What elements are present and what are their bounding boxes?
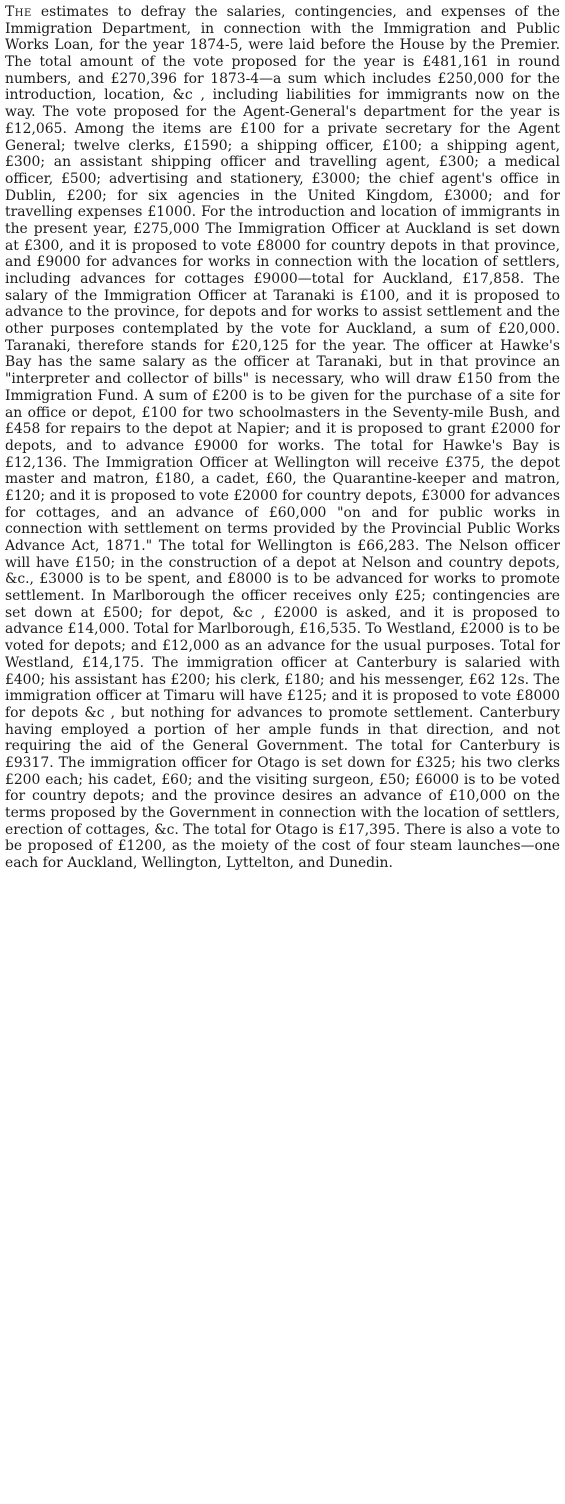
article-body: estimates to defray the salaries, contingencies, and expenses of the Immigration Department, in connection with the Immigration and Public Works Loan, for the year 1874-5, were laid before the House by the Premier. The total amount of the vote proposed for the year is £481,161 in round numbers, and £270,396 for 1873-4—a sum which includes £250,000 for the introduction, location, &c , including liabilities for immigrants now on the way. The vote proposed for the Agent-General's department for the year is £12,065. Among the items are £100 for a private secretary for the Agent General; twelve clerks, £1590; a shipping officer, £100; a shipping agent, £300; an assistant shipping officer and travelling agent, £300; a medical officer, £500; advertising and stationery, £3000; the chief agent's office in Dublin, £200; for six agencies in the United Kingdom, £3000; and for travelling expenses £1000. For the introduction and location of immigrants in the present year, £275,000 The Immigration Officer at Auckland is set down at £300, and it is proposed to vote £8000 for country depots in that province, and £9000 for advances for works in connection with the location of settlers, including advances for cottages £9000—total for Auckland, £17,858. The salary of the Immigration Officer at Taranaki is £100, and it is proposed to advance to the province, for depots and for works to assist settlement and the other purposes contemplated by the vote for Auckland, a sum of £20,000. Taranaki, therefore stands for £20,125 for the year. The officer at Hawke's Bay has the same salary as the officer at Taranaki, but in that province an "interpreter and collector of bills" is necessary, who will draw £150 from the Immigration Fund. A sum of £200 is to be given for the purchase of a site for an office or depot, £100 for two schoolmasters in the Seventy-mile Bush, and £458 for repairs to the depot at Napier; and it is proposed to grant £2000 for depots, and to advance £9000 for works. The total for Hawke's Bay is £12,136. The Immigration Officer at Wellington will receive £375, the depot master and matron, £180, a cadet, £60, the Quarantine-keeper and matron, £120; and it is proposed to vote £2000 for country depots, £3000 for advances for cottages, and an advance of £60,000 "on and for public works in connection with settlement on terms provided by the Provincial Public Works Advance Act, 1871." The total for Wellington is £66,283. The Nelson officer will have £150; in the construction of a depot at Nelson and country depots, &c., £3000 is to be spent, and £8000 is to be advanced for works to promote settlement. In Marlborough the officer receives only £25; contingencies are set down at £500; for depot, &c , £2000 is asked, and it is proposed to advance £14,000. Total for Marlborough, £16,535. To Westland, £2000 is to be voted for depots; and £12,000 as an advance for the usual purposes. Total for Westland, £14,175. The immigration officer at Canterbury is salaried with £400; his assistant has £200; his clerk, £180; and his messenger, £62 12s. The immigration officer at Timaru will have £125; and it is proposed to vote £8000 for depots &c , but nothing for advances to promote settlement. Canterbury having employed a portion of her ample funds in that direction, and not requiring the aid of the General Government. The total for Canterbury is £9317. The immigration officer for Otago is set down for £325; his two clerks £200 each; his cadet, £60; and the visiting surgeon, £50; £6000 is to be voted for country depots; and the province desires an advance of £10,000 on the terms proposed by the Government in connection with the location of settlers, erection of cottages, &c. The total for Otago is £17,395. There is also a vote to be proposed of £1200, as the moiety of the cost of four steam launches—one each for Auckland, Wellington, Lyttelton, and Dunedin.	[5, 4, 560, 872]
lead-word: The	[5, 4, 32, 20]
article-paragraph	[5, 4, 560, 872]
